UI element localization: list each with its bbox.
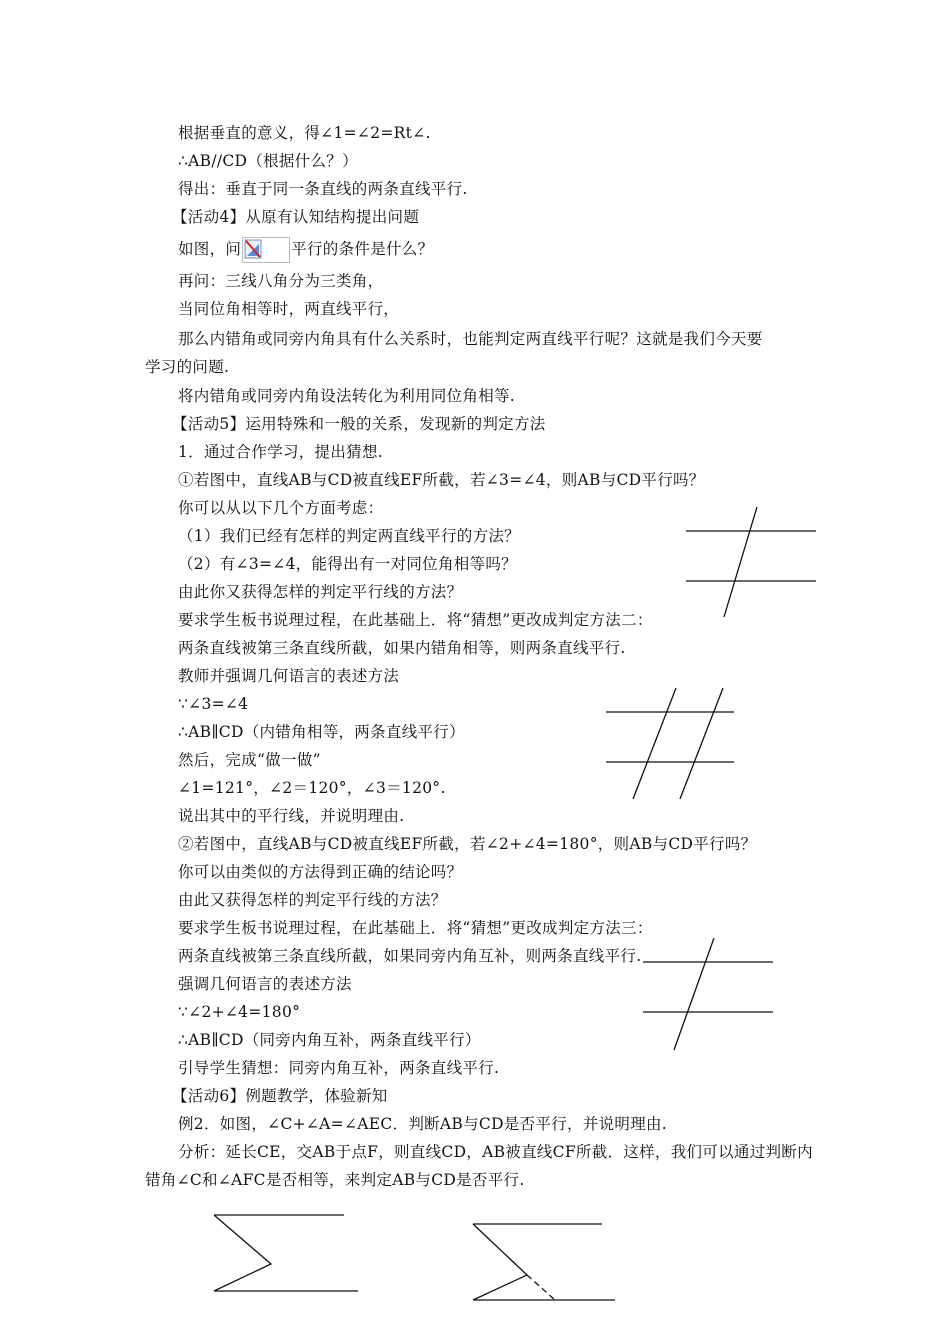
text-fragment: 平行的条件是什么？ [291,240,434,258]
text-line: 要求学生板书说理过程，在此基础上．将“猜想”更改成判定方法三： [178,919,653,937]
text-line: ∴AB∥CD（同旁内角互补，两条直线平行） [178,1031,481,1049]
extension-ef-dashed [527,1275,555,1300]
text-line: 分析：延长CE，交AB于点F，则直线CD，AB被直线CF所截．这样，我们可以通过判断内 [178,1143,813,1161]
text-line: 教师并强调几何语言的表述方法 [178,667,400,685]
text-line: （2）有∠3=∠4，能得出有一对同位角相等吗？ [178,555,517,573]
text-line: ∴AB∥CD（内错角相等，两条直线平行） [178,723,465,741]
text-line: ∵∠2+∠4=180° [178,1003,301,1021]
text-line: 引导学生猜想：同旁内角互补，两条直线平行. [178,1059,500,1077]
transversal-ef [724,507,757,617]
text-line: 你可以从以下几个方面考虑： [178,499,384,517]
text-line: 再问：三线八角分为三类角， [178,272,384,290]
text-line: 错角∠C和∠AFC是否相等，来判定AB与CD是否平行. [145,1171,525,1189]
transversal-ef [674,938,714,1050]
text-line: 1．通过合作学习，提出猜想. [178,443,383,461]
text-line: 由此你又获得怎样的判定平行线的方法？ [178,583,463,601]
activity-heading: 【活动5】运用特殊和一般的关系，发现新的判定方法 [172,415,546,433]
text-line: ∵∠3=∠4 [178,695,249,713]
text-line: 两条直线被第三条直线所截，如果内错角相等，则两条直线平行. [178,639,626,657]
text-line: 得出：垂直于同一条直线的两条直线平行. [178,180,468,198]
text-line: 将内错角或同旁内角设法转化为利用同位角相等. [178,387,516,405]
text-line: ①若图中，直线AB与CD被直线EF所截，若∠3=∠4，则AB与CD平行吗？ [178,471,705,489]
text-line: 你可以由类似的方法得到正确的结论吗？ [178,863,463,881]
text-line: 两条直线被第三条直线所截，如果同旁内角互补，则两条直线平行. [178,947,642,965]
text-line: 强调几何语言的表述方法 [178,975,352,993]
text-line: ∴AB//CD（根据什么？） [178,152,358,170]
parallel-lines-figure-3 [641,936,775,1053]
text-fragment: 如图，问 [178,240,242,258]
example-figure-right [471,1222,619,1304]
text-line: 当同位角相等时，两直线平行， [178,300,400,318]
text-line: 由此又获得怎样的判定平行线的方法？ [178,891,447,909]
text-line: 然后，完成“做一做” [178,751,321,769]
text-line: 要求学生板书说理过程，在此基础上．将“猜想”更改成判定方法二： [178,611,653,629]
text-line: 例2．如图，∠C+∠A=∠AEC．判断AB与CD是否平行，并说明理由. [178,1115,668,1133]
text-line: 说出其中的平行线，并说明理由. [178,807,405,825]
transversal-left [633,688,676,799]
parallel-lines-figure-2 [604,686,736,802]
angle-aec [214,1215,271,1291]
activity-heading: 【活动4】从原有认知结构提出问题 [172,208,420,226]
transversal-right [680,688,723,799]
text-line [178,237,433,263]
activity-heading: 【活动6】例题教学，体验新知 [172,1087,388,1105]
text-line: （1）我们已经有怎样的判定两直线平行的方法？ [178,527,520,545]
embedded-image-icon [242,237,290,263]
text-line: 根据垂直的意义，得∠1=∠2=Rt∠. [178,124,431,142]
text-line: ②若图中，直线AB与CD被直线EF所截，若∠2+∠4=180°，则AB与CD平行吗？ [178,835,757,853]
text-line: 学习的问题. [145,358,230,376]
example-figure-left [212,1213,362,1295]
text-line: 那么内错角或同旁内角具有什么关系时，也能判定两直线平行呢？这就是我们今天要 [178,330,763,348]
text-line: ∠1=121°，∠2＝120°，∠3＝120°. [178,779,446,797]
parallel-lines-figure-1 [684,505,818,620]
angle-aec [473,1224,527,1300]
